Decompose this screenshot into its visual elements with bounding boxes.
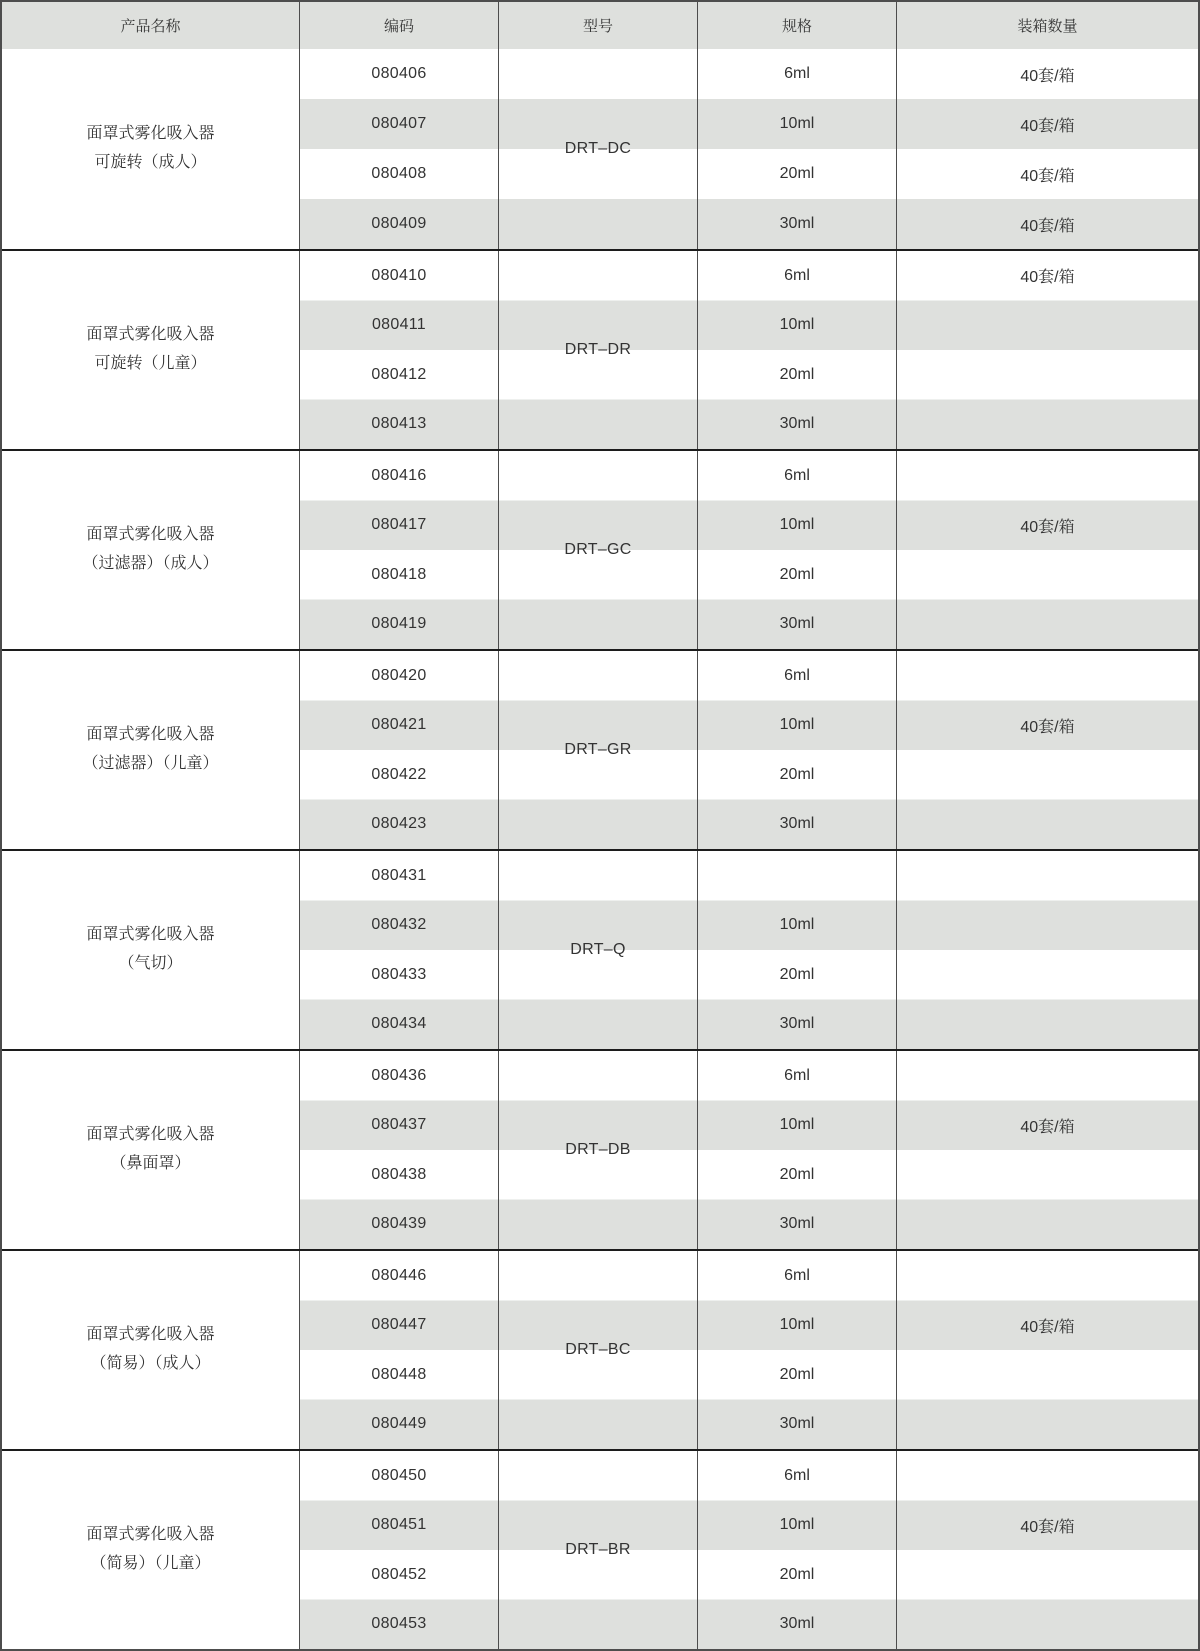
packing-cell [897, 1400, 1198, 1450]
packing-cell: 40套/箱 [1020, 1518, 1075, 1536]
spec-cell: 20ml [698, 149, 897, 199]
model-cell: DRT–DB [499, 1051, 698, 1249]
packing-cell: 40套/箱 [1020, 1118, 1075, 1136]
packing-cell [897, 301, 1198, 351]
spec-cell: 10ml [698, 701, 897, 751]
product-name-line2: （鼻面罩） [110, 1155, 191, 1172]
product-name-cell [2, 1251, 300, 1449]
product-name-cell [2, 1451, 300, 1649]
packing-cell [897, 901, 1198, 951]
spec-cell: 20ml [698, 350, 897, 400]
code-cell: 080419 [300, 600, 499, 650]
spec-cell: 30ml [698, 1600, 897, 1650]
code-cell: 080416 [300, 451, 499, 501]
spec-cell: 20ml [698, 1550, 897, 1600]
code-cell: 080449 [300, 1400, 499, 1450]
product-name-cell [2, 49, 300, 249]
spec-cell: 10ml [698, 1301, 897, 1351]
spec-cell: 6ml [698, 1251, 897, 1301]
packing-cell [897, 750, 1198, 800]
code-cell: 080406 [300, 49, 499, 99]
spec-cell [698, 851, 897, 901]
packing-cell [897, 350, 1198, 400]
spec-cell: 6ml [698, 251, 897, 301]
product-group [2, 1249, 1198, 1449]
product-name-line2: （气切） [118, 955, 183, 972]
header-cell-model: 型号 [499, 2, 698, 49]
code-cell: 080432 [300, 901, 499, 951]
packing-cell [897, 550, 1198, 600]
code-cell: 080423 [300, 800, 499, 850]
packing-cell [897, 651, 1198, 701]
code-cell: 080431 [300, 851, 499, 901]
product-group [2, 1049, 1198, 1249]
code-cell: 080446 [300, 1251, 499, 1301]
code-cell: 080452 [300, 1550, 499, 1600]
spec-cell: 30ml [698, 1000, 897, 1050]
product-name-line1: 面罩式雾化吸入器 [86, 926, 215, 944]
header-cell-packing: 装箱数量 [1017, 18, 1078, 35]
spec-cell: 20ml [698, 550, 897, 600]
product-group [2, 1449, 1198, 1649]
spec-cell: 30ml [698, 1400, 897, 1450]
code-cell: 080410 [300, 251, 499, 301]
packing-cell [897, 851, 1198, 901]
packing-cell: 40套/箱 [1020, 1318, 1075, 1336]
spec-cell: 10ml [698, 301, 897, 351]
spec-cell: 20ml [698, 1150, 897, 1200]
product-name-cell [2, 851, 300, 1049]
product-name-line2: （简易）（成人） [90, 1355, 211, 1372]
product-group [2, 49, 1198, 249]
product-group [2, 849, 1198, 1049]
table-header-row [2, 2, 1198, 49]
code-cell: 080422 [300, 750, 499, 800]
code-cell: 080409 [300, 199, 499, 249]
product-name-cell [2, 451, 300, 649]
spec-cell: 6ml [698, 49, 897, 99]
packing-cell [897, 1051, 1198, 1101]
table-body [2, 49, 1198, 1649]
product-name-line1: 面罩式雾化吸入器 [86, 326, 215, 344]
code-cell: 080450 [300, 1451, 499, 1501]
product-name-line2: 可旋转（儿童） [94, 355, 207, 372]
spec-cell: 6ml [698, 1451, 897, 1501]
spec-cell: 10ml [698, 1501, 897, 1551]
spec-cell: 10ml [698, 1101, 897, 1151]
code-cell: 080417 [300, 501, 499, 551]
spec-cell: 6ml [698, 451, 897, 501]
spec-cell: 10ml [698, 501, 897, 551]
spec-cell: 20ml [698, 950, 897, 1000]
packing-cell [897, 1350, 1198, 1400]
code-cell: 080437 [300, 1101, 499, 1151]
model-cell: DRT–GR [499, 651, 698, 849]
model-cell: DRT–BR [499, 1451, 698, 1649]
product-name-line2: 可旋转（成人） [94, 154, 207, 171]
spec-cell: 30ml [698, 400, 897, 450]
header-cell-spec: 规格 [698, 2, 897, 49]
packing-cell: 40套/箱 [1020, 167, 1075, 185]
code-cell: 080420 [300, 651, 499, 701]
packing-cell [897, 1451, 1198, 1501]
spec-cell: 20ml [698, 1350, 897, 1400]
code-cell: 080448 [300, 1350, 499, 1400]
model-cell: DRT–DC [499, 49, 698, 249]
spec-cell: 30ml [698, 800, 897, 850]
code-cell: 080439 [300, 1200, 499, 1250]
product-name-cell [2, 651, 300, 849]
product-name-line1: 面罩式雾化吸入器 [86, 125, 215, 143]
packing-cell: 40套/箱 [1020, 67, 1075, 85]
code-cell: 080407 [300, 99, 499, 149]
packing-cell: 40套/箱 [1020, 518, 1075, 536]
spec-cell: 6ml [698, 651, 897, 701]
code-cell: 080433 [300, 950, 499, 1000]
header-cell-product-name: 产品名称 [2, 2, 300, 49]
model-cell: DRT–BC [499, 1251, 698, 1449]
product-group [2, 449, 1198, 649]
product-name-line1: 面罩式雾化吸入器 [86, 526, 215, 544]
packing-cell [897, 1251, 1198, 1301]
spec-cell: 30ml [698, 199, 897, 249]
code-cell: 080436 [300, 1051, 499, 1101]
code-cell: 080453 [300, 1600, 499, 1650]
header-cell-code: 编码 [300, 2, 499, 49]
product-group [2, 249, 1198, 449]
product-name-line2: （过滤器）（儿童） [82, 755, 219, 772]
product-name-line2: （过滤器）（成人） [82, 555, 219, 572]
code-cell: 080411 [300, 301, 499, 351]
code-cell: 080434 [300, 1000, 499, 1050]
packing-cell [897, 1200, 1198, 1250]
packing-cell [897, 400, 1198, 450]
packing-cell: 40套/箱 [1020, 269, 1075, 287]
product-name-line1: 面罩式雾化吸入器 [86, 1526, 215, 1544]
code-cell: 080447 [300, 1301, 499, 1351]
spec-cell: 30ml [698, 1200, 897, 1250]
code-cell: 080418 [300, 550, 499, 600]
code-cell: 080451 [300, 1501, 499, 1551]
packing-cell: 40套/箱 [1020, 217, 1075, 235]
product-name-line1: 面罩式雾化吸入器 [86, 1126, 215, 1144]
packing-cell: 40套/箱 [1020, 718, 1075, 736]
packing-cell [897, 950, 1198, 1000]
spec-cell: 10ml [698, 901, 897, 951]
product-name-cell [2, 251, 300, 449]
code-cell: 080408 [300, 149, 499, 199]
code-cell: 080412 [300, 350, 499, 400]
packing-cell [897, 1000, 1198, 1050]
packing-cell [897, 451, 1198, 501]
spec-cell: 30ml [698, 600, 897, 650]
model-cell: DRT–DR [499, 251, 698, 449]
product-name-cell [2, 1051, 300, 1249]
packing-cell [897, 1600, 1198, 1650]
code-cell: 080438 [300, 1150, 499, 1200]
packing-cell: 40套/箱 [1020, 117, 1075, 135]
spec-cell: 20ml [698, 750, 897, 800]
spec-cell: 6ml [698, 1051, 897, 1101]
packing-cell [897, 800, 1198, 850]
model-cell: DRT–Q [499, 851, 698, 1049]
packing-cell [897, 1550, 1198, 1600]
code-cell: 080421 [300, 701, 499, 751]
spec-cell: 10ml [698, 99, 897, 149]
packing-cell [897, 600, 1198, 650]
packing-cell [897, 1150, 1198, 1200]
product-name-line1: 面罩式雾化吸入器 [86, 726, 215, 744]
code-cell: 080413 [300, 400, 499, 450]
product-group [2, 649, 1198, 849]
product-name-line1: 面罩式雾化吸入器 [86, 1326, 215, 1344]
model-cell: DRT–GC [499, 451, 698, 649]
product-name-line2: （简易）（儿童） [90, 1555, 211, 1572]
